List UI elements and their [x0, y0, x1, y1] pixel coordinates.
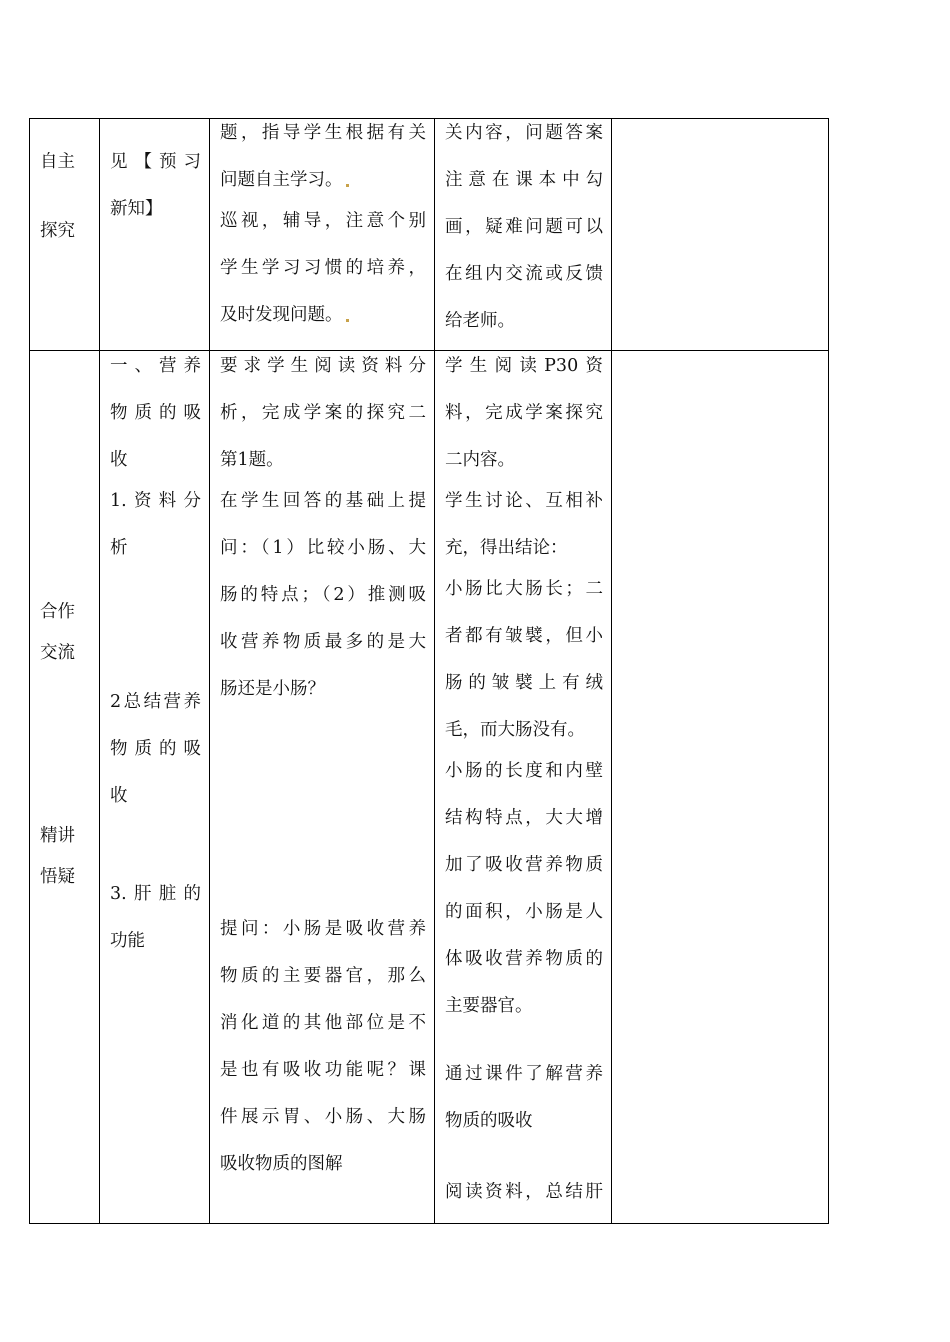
student-text: 学生阅读P30资 [445, 356, 603, 376]
teacher-text: 学生学习习惯的培养， [220, 258, 426, 278]
teacher-text: 巡视，辅导，注意个别 [220, 211, 426, 231]
student-text: 结构特点，大大增 [445, 808, 603, 828]
student-activity-cell [435, 119, 612, 351]
student-text: 体吸收营养物质的 [445, 949, 603, 969]
teacher-text: 是也有吸收功能呢？课 [220, 1060, 426, 1080]
stage-text: 探究 [40, 221, 75, 241]
content-text: 物质的吸 [110, 739, 201, 759]
stage-text: 合作 [40, 602, 75, 622]
content-cell [100, 351, 210, 1224]
teacher-text: 要求学生阅读资料分 [220, 356, 426, 376]
teacher-text: 提问：小肠是吸收营养 [220, 919, 426, 939]
student-text: 在组内交流或反馈 [445, 264, 603, 284]
teacher-text: 消化道的其他部位是不 [220, 1013, 426, 1033]
student-text: 的面积，小肠是人 [445, 902, 603, 922]
teacher-text: 吸收物质的图解 [220, 1154, 343, 1174]
teacher-text: 肠还是小肠？ [220, 679, 325, 699]
student-text: 给老师。 [445, 311, 515, 331]
content-text: 新知】 [110, 199, 163, 219]
student-text: 肠的皱襞上有绒 [445, 673, 603, 693]
teacher-text: 肠的特点；（2）推测吸 [220, 585, 426, 605]
content-text: 功能 [110, 931, 145, 951]
lesson-plan-table [29, 118, 829, 1224]
teacher-text: 问：（1）比较小肠、大 [220, 538, 426, 558]
student-text: 阅读资料，总结肝 [445, 1182, 603, 1202]
stage-cell [30, 119, 100, 351]
teacher-text: 题，指导学生根据有关 [220, 123, 426, 143]
student-text: 料，完成学案探究 [445, 403, 603, 423]
stage-cell [30, 351, 100, 1224]
student-text: 小肠比大肠长；二 [445, 579, 603, 599]
stage-text: 悟疑 [40, 867, 75, 887]
teacher-text: 析，完成学案的探究二 [220, 403, 426, 423]
teacher-activity-cell [210, 119, 435, 351]
student-text: 通过课件了解营养 [445, 1064, 603, 1084]
table-row [30, 119, 829, 351]
content-text: 析 [110, 538, 128, 558]
content-text: 见【预习 [110, 152, 201, 172]
teacher-text: 问题自主学习。 [220, 168, 426, 192]
student-text: 主要器官。 [445, 996, 533, 1016]
content-cell [100, 119, 210, 351]
stage-text: 精讲 [40, 826, 75, 846]
content-text: 2总结营养 [110, 692, 201, 712]
content-text: 3.肝脏的 [110, 884, 201, 904]
student-text: 充，得出结论： [445, 538, 568, 558]
teacher-text: 第1题。 [220, 450, 284, 470]
teacher-text: 在学生回答的基础上提 [220, 491, 426, 511]
notes-cell [612, 119, 829, 351]
table-row [30, 351, 829, 1224]
mark-dot [346, 319, 349, 322]
student-text: 画，疑难问题可以 [445, 217, 603, 237]
mark-dot [346, 184, 349, 187]
content-text: 收 [110, 786, 128, 806]
teacher-activity-cell [210, 351, 435, 1224]
student-text: 关内容，问题答案 [445, 123, 603, 143]
teacher-text: 及时发现问题。 [220, 303, 426, 327]
teacher-text: 物质的主要器官，那么 [220, 966, 426, 986]
student-text: 加了吸收营养物质 [445, 855, 603, 875]
student-text: 者都有皱襞，但小 [445, 626, 603, 646]
teacher-text: 件展示胃、小肠、大肠 [220, 1107, 426, 1127]
content-text: 收 [110, 450, 128, 470]
student-text: 物质的吸收 [445, 1111, 533, 1131]
content-text: 物质的吸 [110, 403, 201, 423]
content-text: 1.资料分 [110, 491, 201, 511]
content-text: 一、营养 [110, 356, 201, 376]
student-text: 小肠的长度和内壁 [445, 761, 603, 781]
student-text: 二内容。 [445, 450, 515, 470]
stage-text: 自主 [40, 152, 75, 172]
student-text: 学生讨论、互相补 [445, 491, 603, 511]
stage-text: 交流 [40, 643, 75, 663]
teacher-text: 收营养物质最多的是大 [220, 632, 426, 652]
student-text: 毛，而大肠没有。 [445, 720, 585, 740]
notes-cell [612, 351, 829, 1224]
student-text: 注意在课本中勾 [445, 170, 603, 190]
student-activity-cell [435, 351, 612, 1224]
